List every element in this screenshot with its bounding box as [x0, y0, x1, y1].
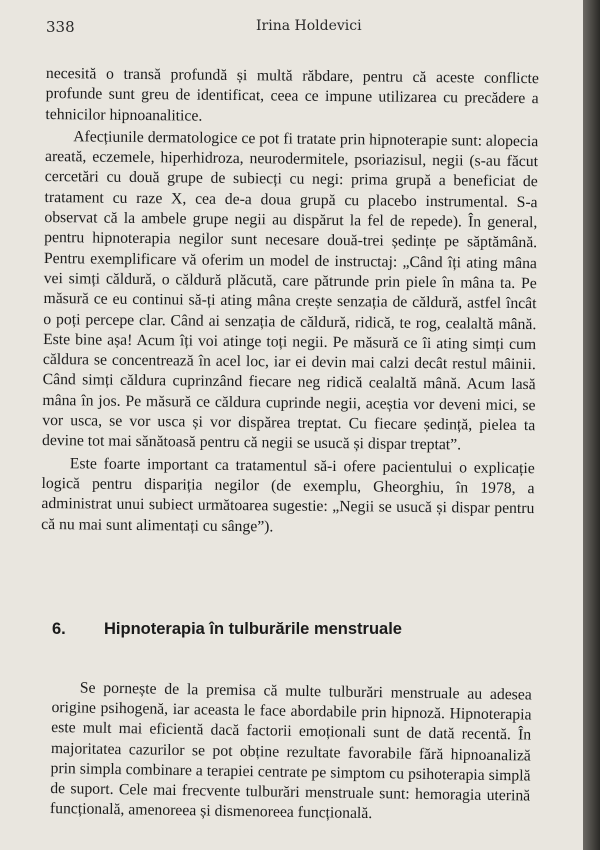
paragraph: Afecțiunile dermatologice ce pot fi tratate prin hipnoterapie sunt: alopecia areată, eczemele, hiperhidroza, neurodermitele, psoriazisul, negii (s-au făcut cercetări cu două grupe de subiecți cu negi: prima grupă a beneficiat de tratament cu raze X, cea de-a doua grupă cu placebo instrumental. S-a observat că la ambele grupe negii au dispărut la fel de repede). În general, pentru hipnoterapia negilor sunt necesare două-trei ședințe pe săptămână. Pentru exemplificare vă oferim un model de instructaj: „Când îți ating mâna vei simți căldură, o căldură plăcută, care pătrunde prin piele în mâna ta. Pe măsură ce eu continui să-ți ating mâna crește senzația de căldură, astfel încât o poți percepe clar. Când ai senzația de căldură, ridică, te rog, cealaltă mână. Este bine așa! Acum îți voi atinge toți negii. Pe măsură ce îi ating simți cum căldura se concentrează în acel loc, iar ei devin mai calzi decât restul mâinii. Când simți căldura cuprinzând fiecare neg ridică cealaltă mână. Acum lasă mâna în jos. Pe măsură ce căldura cuprinde negii, aceștia vor deveni mici, se vor usca, se vor usca și vor dispărea treptat. Cu fiecare ședință, pielea ta devine tot mai sănătoasă pentru că negii se usucă și dispar treptat”.: [41, 128, 539, 454]
page-header: [46, 18, 566, 40]
paragraph: necesită o transă profundă și multă răbdare, pentru că aceste conflicte profunde sunt greu de identificat, ceea ce impune utilizarea cu precădere a tehnicilor hipnoanalitice.: [45, 64, 539, 125]
section-number: 6.: [52, 620, 66, 638]
section-text: [50, 678, 532, 827]
page-binding-shadow: [583, 0, 600, 850]
page-number: 338: [46, 18, 75, 36]
paragraph: Se pornește de la premisa că multe tulburări menstruale au adesea origine psihogenă, iar aceasta le face abordabile prin hipnoză. Hipnoterapia este mult mai eficientă dacă factorii emoționali sunt de dată recentă. În majoritatea cazurilor se pot obține rezultate favorabile fără hipnoanaliză prin simpla combinare a terapiei centrate pe simptom cu psihoterapia simplă de suport. Cele mai frecvente tulburări menstruale sunt: hemoragia uterină funcțională, amenoreea și dismenoreea funcțională.: [49, 679, 532, 823]
running-title: Irina Holdevici: [256, 18, 362, 34]
paragraph: Este foarte important ca tratamentul să-i ofere pacientului o explicație logică pentru dispariția negilor (de exemplu, Gheorghiu, în 1978, a administrat unui subiect următoarea sugestie: „Negii se usucă și dispar pentru că nu mai sunt alimentați cu sânge”).: [41, 454, 535, 535]
section-title: Hipnoterapia în tulburările menstruale: [104, 620, 402, 638]
main-text: [41, 64, 539, 540]
